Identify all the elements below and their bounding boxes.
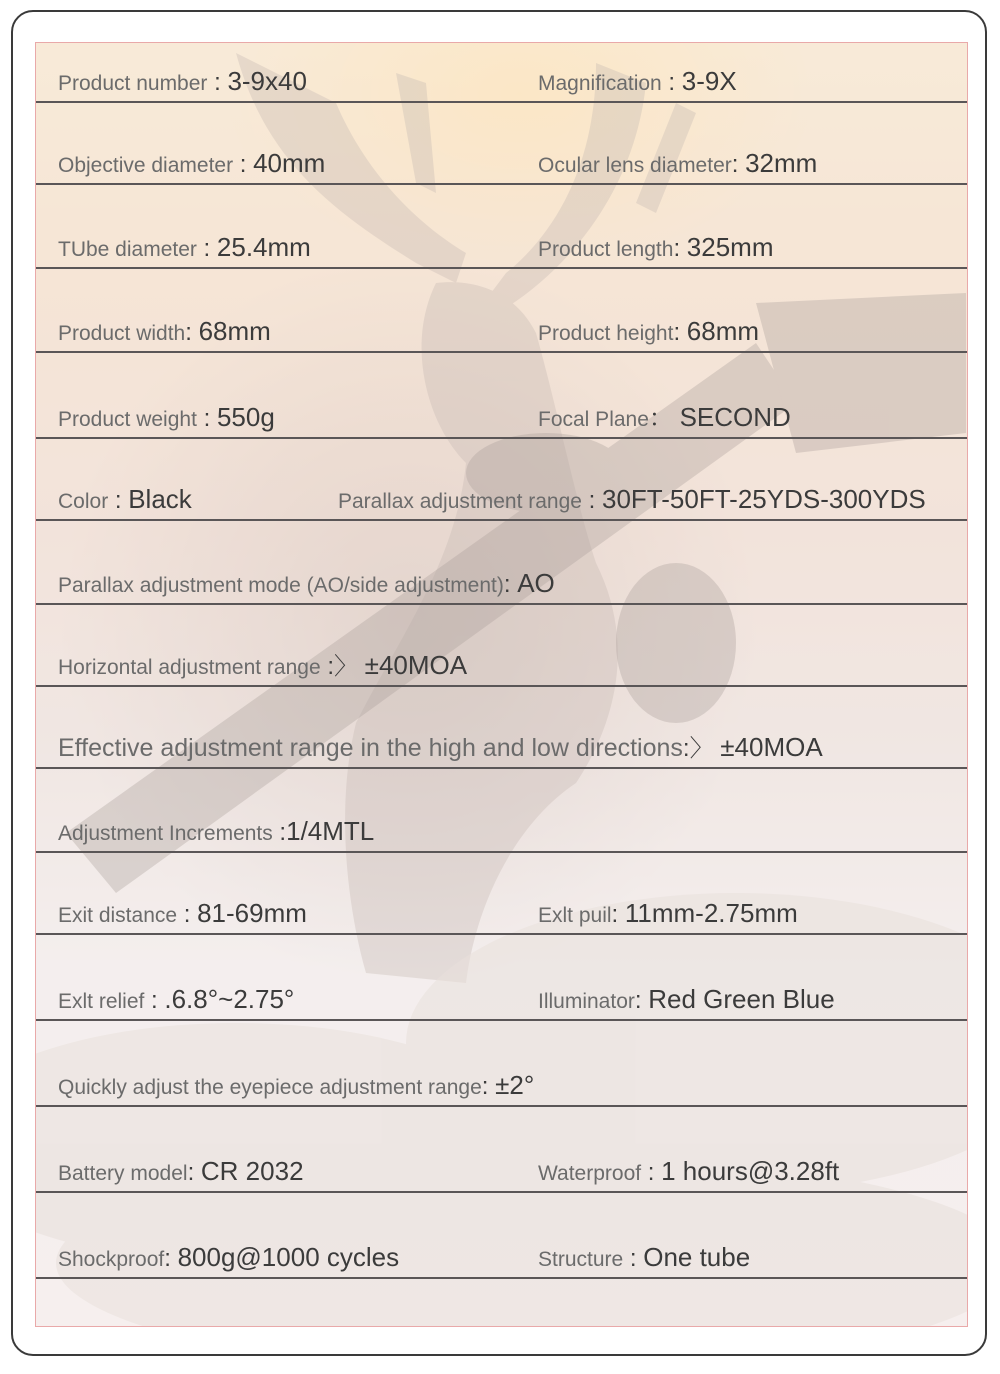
spec-color: [58, 484, 192, 515]
spec-label: Quickly adjust the eyepiece adjustment range: [58, 1076, 482, 1099]
spec-product-width: [58, 316, 271, 347]
spec-separator: :: [196, 405, 217, 432]
spec-exit-distance: [58, 898, 307, 929]
spec-value: 40mm: [253, 148, 326, 178]
spec-label: Parallax adjustment mode (AO/side adjustment): [58, 574, 504, 597]
spec-value: 3-9x40: [227, 66, 307, 96]
spec-separator: :〉: [320, 653, 365, 680]
spec-value: One tube: [643, 1242, 751, 1272]
spec-horizontal-adjustment-range: [58, 646, 467, 681]
spec-row: [36, 269, 968, 353]
spec-eyepiece-adjustment-range: [58, 1070, 534, 1101]
spec-product-weight: [58, 402, 275, 433]
spec-separator: :: [641, 1159, 662, 1186]
spec-value: 68mm: [198, 316, 271, 346]
spec-separator: :: [623, 1245, 644, 1272]
spec-separator: :: [177, 901, 198, 928]
spec-value: 68mm: [686, 316, 760, 346]
spec-shockproof: [58, 1242, 399, 1273]
spec-value: 325mm: [686, 232, 774, 262]
spec-label: Ocular lens diameter: [538, 154, 732, 177]
spec-separator: :: [503, 571, 518, 598]
spec-value: ±40MOA: [364, 650, 468, 680]
spec-separator: :: [187, 1159, 201, 1186]
spec-separator: :: [272, 819, 287, 846]
spec-separator: :: [207, 69, 228, 96]
spec-parallax-adjustment-mode: [58, 568, 555, 599]
spec-row: [36, 687, 968, 769]
spec-label: Exlt puil: [538, 904, 612, 927]
spec-effective-adjustment-range: [58, 728, 823, 763]
spec-label: Adjustment Increments: [58, 822, 273, 845]
spec-row: [36, 1193, 968, 1279]
spec-value: ±40MOA: [720, 732, 823, 762]
spec-separator: :: [673, 319, 687, 346]
spec-separator: :: [611, 901, 625, 928]
spec-battery-model: [58, 1156, 304, 1187]
spec-row: [36, 605, 968, 687]
spec-sheet-panel: [35, 42, 968, 1327]
spec-row: [36, 1107, 968, 1193]
spec-value: 3-9X: [681, 66, 737, 96]
spec-value: 1/4MTL: [286, 816, 375, 846]
spec-focal-plane: [538, 398, 791, 433]
spec-parallax-adjustment-range: [338, 484, 926, 515]
spec-ocular-lens-diameter: [538, 148, 817, 179]
spec-label: Exit distance: [58, 904, 178, 927]
spec-illuminator: [538, 984, 835, 1015]
spec-label: Effective adjustment range in the high and low directions: [58, 734, 683, 762]
spec-label: Focal Plane: [538, 408, 649, 431]
spec-exit-pupil: [538, 898, 798, 929]
spec-value: SECOND: [679, 402, 791, 432]
spec-separator: :: [731, 151, 746, 178]
spec-structure: [538, 1242, 750, 1273]
spec-separator: :: [185, 319, 199, 346]
spec-label: Waterproof: [538, 1162, 642, 1185]
spec-label: Illuminator: [538, 990, 635, 1013]
spec-value: Black: [128, 484, 192, 514]
spec-row: [36, 353, 968, 439]
spec-label: Structure: [538, 1248, 624, 1271]
spec-label: Product height: [538, 322, 674, 345]
spec-row: [36, 935, 968, 1021]
spec-separator: :: [164, 1245, 178, 1272]
spec-label: Objective diameter: [58, 154, 234, 177]
spec-label: Product width: [58, 322, 186, 345]
spec-product-height: [538, 316, 759, 347]
spec-product-number: [58, 66, 307, 97]
spec-value: 25.4mm: [216, 232, 311, 262]
spec-objective-diameter: [58, 148, 325, 179]
spec-value: Red Green Blue: [648, 984, 835, 1014]
spec-row: [36, 103, 968, 185]
spec-adjustment-increments: [58, 816, 374, 847]
spec-separator: :: [196, 235, 217, 262]
spec-separator: :〉: [682, 735, 721, 762]
spec-separator: :: [108, 487, 129, 514]
spec-separator: :: [481, 1073, 496, 1100]
spec-separator: :: [233, 151, 254, 178]
spec-magnification: [538, 66, 737, 97]
spec-exit-relief: [58, 984, 294, 1015]
spec-value: 32mm: [745, 148, 818, 178]
spec-separator: ：: [648, 405, 680, 432]
spec-label: Product weight: [58, 408, 197, 431]
spec-row: [36, 185, 968, 269]
spec-value: AO: [517, 568, 555, 598]
spec-separator: :: [144, 987, 165, 1014]
spec-value: CR 2032: [200, 1156, 304, 1186]
spec-value: 550g: [216, 402, 275, 432]
spec-value: 81-69mm: [197, 898, 307, 928]
spec-label: Parallax adjustment range: [338, 490, 582, 513]
spec-separator: :: [581, 487, 602, 514]
spec-label: Battery model: [58, 1162, 188, 1185]
spec-separator: :: [673, 235, 687, 262]
spec-product-length: [538, 232, 773, 263]
spec-label: Exlt relief: [58, 990, 145, 1013]
spec-separator: :: [661, 69, 682, 96]
spec-label: Color: [58, 490, 109, 513]
spec-row: [36, 43, 968, 103]
spec-value: 30FT-50FT-25YDS-300YDS: [602, 484, 926, 514]
spec-row: [36, 853, 968, 935]
spec-label: TUbe diameter: [58, 238, 197, 261]
spec-tube-diameter: [58, 232, 311, 263]
spec-waterproof: [538, 1156, 839, 1187]
spec-value: ±2°: [495, 1070, 535, 1100]
spec-separator: :: [634, 987, 649, 1014]
spec-label: Magnification: [538, 72, 662, 95]
spec-label: Shockproof: [58, 1248, 165, 1271]
spec-value: 800g@1000 cycles: [177, 1242, 400, 1272]
spec-row: [36, 439, 968, 521]
spec-value: 1 hours@3.28ft: [661, 1156, 840, 1186]
spec-value: .6.8°~2.75°: [164, 984, 295, 1014]
spec-label: Product length: [538, 238, 674, 261]
spec-label: Horizontal adjustment range: [58, 656, 321, 679]
spec-row: [36, 769, 968, 853]
spec-row: [36, 521, 968, 605]
spec-label: Product number: [58, 72, 208, 95]
spec-value: 11mm-2.75mm: [624, 898, 798, 928]
spec-row: [36, 1021, 968, 1107]
